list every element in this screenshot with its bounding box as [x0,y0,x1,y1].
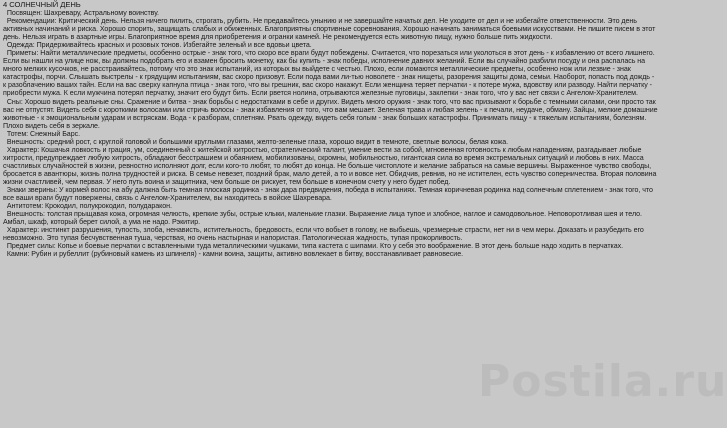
totem: Тотем: Снежный Барс. [3,129,81,138]
day-title: 4 СОЛНЕЧНЫЙ ДЕНЬ [3,0,81,9]
antitotem-appearance: Внешность: толстая прыщавая кожа, огромная челюсть, крепкие зубы, острые клыки, маленькие глазки. Выражение лица тупое и злобное, наглое и самодовольное. Неповоротливая шея и тело. Амбал, шкаф, который берет силой, а ума не надо. Рэкитир. [3,210,644,227]
power-object: Предмет силы: Копье и боевые перчатки с вставленными туда металлическими чушками, типа кастета с шипами. Кто у себя это воображение. В этот день больше надо ходить в перчатках. [3,242,624,251]
dedication: Посвящен: Шахревару, Астральному воинству. [3,9,159,17]
stones: Камни: Рубин и рубеллит (рубиновый камень из шпинеля) - камни воина, защиты, активно вовлекает в битву, восстанавливает равновесие. [3,250,464,259]
watermark-logo: Postila.ru [478,356,727,407]
totem-character: Характер: Кошачья ловкость и грация, ум, соединенный с житейской хитростью, стратегический талант, умение вести за собой, мгновенная готовность к любым нападениям, разгадывает любые хитрости, предупреждает любую хитрость, обладают бесстрашием и обаянием, мобилизованы, скромны, мобильностью, гигантская сила во время экстремальных ситуаций и любовь в них. Масса счастливых случайностей в жизни, ревностно исполняют долг, если кого-то любят, то любят до конца. Не больше чистоплоте и желание забраться на самые вершины. Выраженное чувство свободы, бросается в авантюры, жизнь полна трудностей и риска. В семье невезет, поздний брак, мало детей, а то и вовсе нет. Обидчив, ревнив, но не истителен, есть чувство соперничества. Вторая половина жизни счастливей, чем первая. У него путь воина и защитника, чем больше он рискует, тем больше в конечном счету у него будет побед. [3,145,659,186]
clothing: Одежда: Придерживайтесь красных и розовых тонов. Избегайте зеленый и все вдовьи цвета. [3,41,312,50]
omens: Приметы: Найти металлические предметы, особенно острые - знак того, что скоро все враги будут побеждены. Считается, что порезаться или уколоться в этот день - к избавлению от всего лишнего. Если вы нашли на улице нож, вы должны подобрать его и взамен бросить монетку, как бы купить - знак победы, исполнение давних желаний. Если вы случайно разбили посуду и она распалась на много мелких кусочков, не расстраивайтесь, потому что это знак испытаний, из которых вы выйдете с честью. Плохо, если ломаются металлические предметы, особенно нож или лезвие - знак катастрофы, порчи. Слышать выстрелы - к грядущим испытаниям, вас скоро призовут. Если пода вами ли-тью новолете - знак нищеты, разорения защиты дома, семьи. Наоборот, попасть под дождь - к разоблачению ваших тайн. Если на вас сверху капнула птица - знак того, что вы грешник, вас скоро накажут. Если женщина теряет перчатки - к потере мужа, вдовству или разводу. Найти перчатку - приобрести мужа. К если мужчина потерял перчатку, значит его будут бить. Если рвется нолина, отрываются железные пуговицы, заклепки - знак того, что у вас нет связи с Ангелом-Хранителем. [3,49,657,98]
animal-signs: Знаки зверины: У кормей волос на абу далжна быть темная плоская родинка - знак дара предвидения, победа в испытаниях. Темная коричневая родинка над солнечным сплетением - знак того, что все ваши враги будут повержены, связь с Ангелом-Хранителем, вы находитесь в войске Шахревара. [3,186,655,203]
antitotem: Антитотем: Крокодил, полукрокодил, полударакон. [3,202,172,211]
totem-appearance: Внешность: средний рост, с круглой головой и большими круглыми глазами, желто-зеленые глаза, хорошо видит в темноте, светлые волосы, белая кожа. [3,137,509,146]
antitotem-character: Характер: инстинкт разрушения, тупость, злоба, ненависть, истительность, бредовость, если что вобьет в голову, не выбьешь, чрезмерные страсти, нет ни в чем меры. Доказать и разубедить его невозможно. Это тупая бесчувственная туша, черствая, но очень настырная и напористая. Патологическая жадность, тупая прожорливость. [3,226,646,243]
recommendations: Рекомендации: Критический день. Нельзя ничего пилить, строгать, рубить. Не предавайтесь унынию и не завершайте начатых дел. Не уходите от дел и не избегайте ответственности. Это день активных начинаний и риска. Хорошо спорить, защищать слабых и обиженных. Благоприятны спортивные соревнования. Хорошо начинать заниматься боевыми искусствами. Не пишите писем в этот день. Нельзя играть в азартные игры. Благоприятное время для приобретения и огранки камней. Не рекомендуется есть животную пищу, нужно больше пить жидкости. [3,17,658,42]
dreams: Сны: Хорошо видеть реальные сны. Сражение и битва - знак борьбы с недостатками в себе и других. Видеть много оружия - знак того, что вас призывают к борьбе с темными силами, они просто так вас не отпустят. Видеть себя с короткими волосами или стричь волосы - знак избавления от того, что вам мешает. Зеленая трава и любая зелень - к печали, неудаче, обману. Зайцы, мелкие домашние животные - к эмоциональным ударам и встряскам. Вода - к разборам, сплетням. Рвать одежду, видеть себя голым - знак больших катастрофы. Принимать пищу - к тяжелым испытаниям, болезням. Плохо видеть себя в зеркале. [3,97,660,130]
